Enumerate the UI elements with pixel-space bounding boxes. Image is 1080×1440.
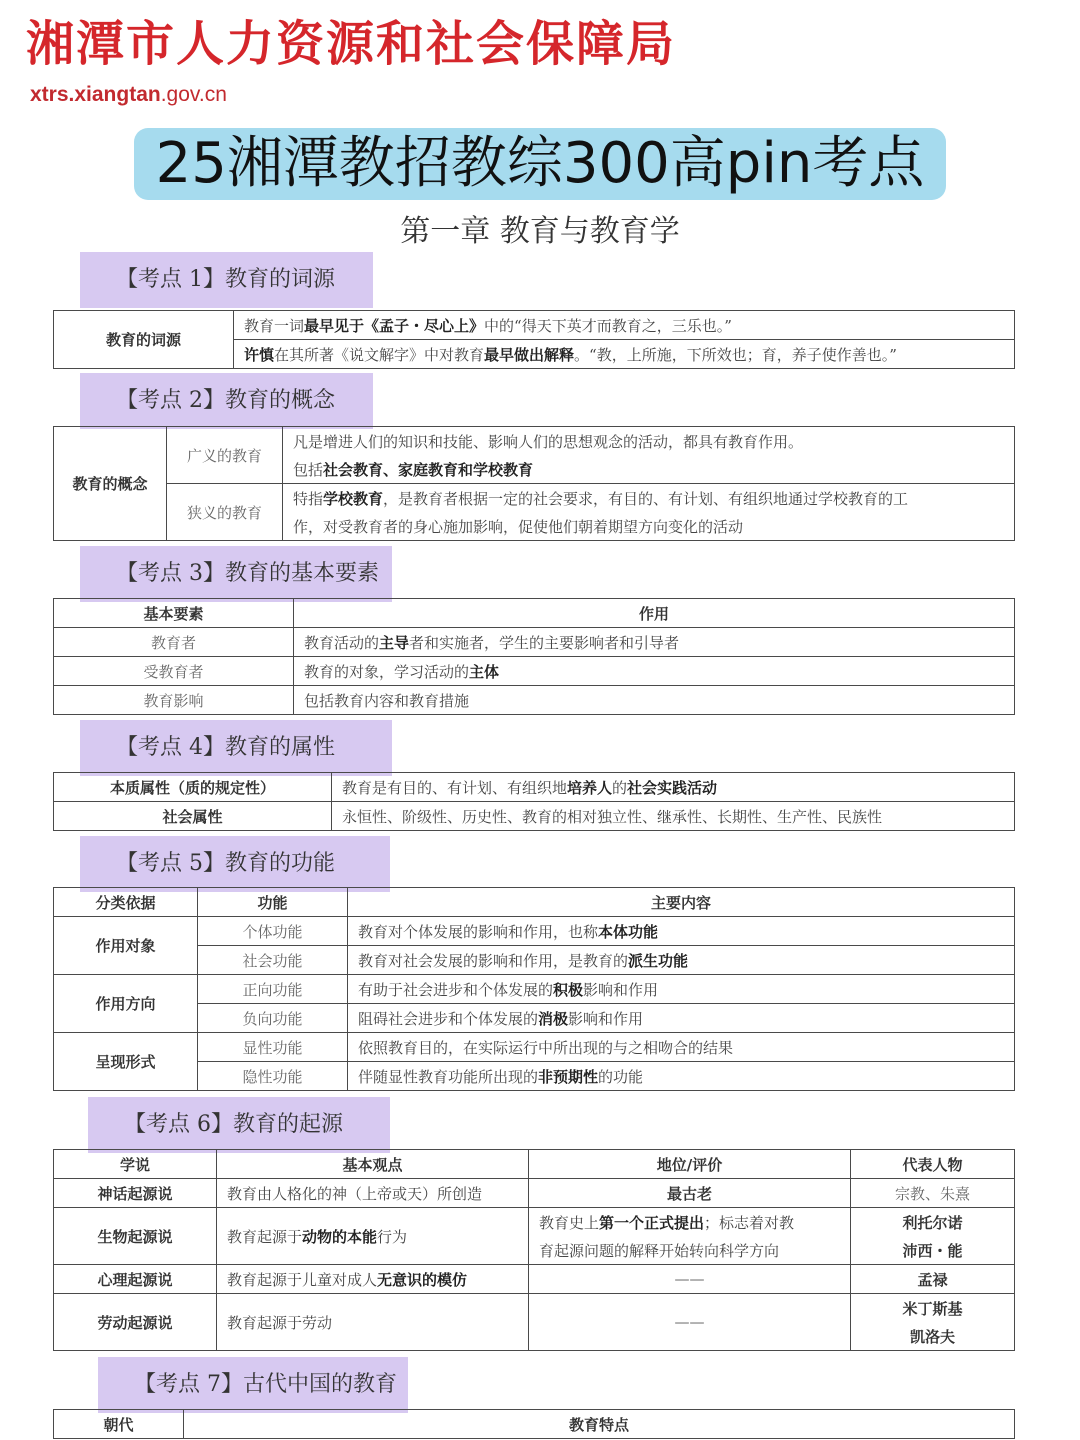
etymology-label: 教育的词源 [54,311,234,369]
origin-view-3: 教育起源于儿童对成人无意识的模仿 [217,1265,529,1294]
ancient-china-table [53,1409,1015,1439]
functions-group-2: 作用方向 [54,975,198,1033]
elements-value-3: 包括教育内容和教育措施 [294,686,1015,715]
origin-header-4: 代表人物 [851,1150,1015,1179]
attributes-key-1: 本质属性（质的规定性） [54,773,332,802]
functions-content-2: 教育对社会发展的影响和作用，是教育的派生功能 [348,946,1015,975]
section-heading-2: 【考点 2】教育的概念 [80,373,373,429]
elements-value-2: 教育的对象，学习活动的主体 [294,657,1015,686]
functions-name-4: 负向功能 [198,1004,348,1033]
elements-key-1: 教育者 [54,628,294,657]
concept-table [53,426,1015,541]
functions-content-4: 阻碍社会进步和个体发展的消极影响和作用 [348,1004,1015,1033]
section-heading-7: 【考点 7】古代中国的教育 [98,1357,408,1413]
origin-header-3: 地位/评价 [529,1150,851,1179]
functions-name-2: 社会功能 [198,946,348,975]
concept-broad-line-1: 凡是增进人们的知识和技能、影响人们的思想观念的活动，都具有教育作用。 [283,427,1015,456]
origin-eval-1: 最古老 [529,1179,851,1208]
concept-broad-line-2: 包括社会教育、家庭教育和学校教育 [283,455,1015,484]
origin-person-4b: 凯洛夫 [851,1322,1015,1351]
etymology-row-2: 许慎在其所著《说文解字》中对教育最早做出解释。“教，上所施，下所效也；育，养子使作善也。” [234,340,1015,369]
ancient-header-1: 朝代 [54,1410,184,1439]
functions-content-1: 教育对个体发展的影响和作用，也称本体功能 [348,917,1015,946]
page-title: 25湘潭教招教综300高pin考点 [134,128,946,200]
org-url-suffix: .gov.cn [160,83,227,106]
functions-header-2: 功能 [198,888,348,917]
elements-key-3: 教育影响 [54,686,294,715]
origin-eval-3: —— [529,1265,851,1294]
etymology-row-1: 教育一词最早见于《孟子・尽心上》中的“得天下英才而教育之，三乐也。” [234,311,1015,340]
origin-header-1: 学说 [54,1150,217,1179]
functions-name-1: 个体功能 [198,917,348,946]
elements-header-2: 作用 [294,599,1015,628]
section-heading-5: 【考点 5】教育的功能 [80,836,390,892]
elements-header-1: 基本要素 [54,599,294,628]
origin-theory-1: 神话起源说 [54,1179,217,1208]
concept-broad: 广义的教育 [167,427,283,484]
ancient-header-2: 教育特点 [184,1410,1015,1439]
functions-header-3: 主要内容 [348,888,1015,917]
functions-name-5: 显性功能 [198,1033,348,1062]
functions-header-1: 分类依据 [54,888,198,917]
elements-key-2: 受教育者 [54,657,294,686]
section-heading-1: 【考点 1】教育的词源 [80,252,373,308]
attributes-table [53,772,1015,831]
attributes-key-2: 社会属性 [54,802,332,831]
concept-narrow: 狭义的教育 [167,484,283,541]
etymology-table [53,310,1015,369]
org-url-domain: xtrs.xiangtan [30,83,161,106]
concept-narrow-line-1: 特指学校教育，是教育者根据一定的社会要求，有目的、有计划、有组织地通过学校教育的工 [283,484,1015,513]
functions-name-6: 隐性功能 [198,1062,348,1091]
functions-name-3: 正向功能 [198,975,348,1004]
origin-view-1: 教育由人格化的神（上帝或天）所创造 [217,1179,529,1208]
section-heading-3: 【考点 3】教育的基本要素 [80,546,392,602]
origin-theory-3: 心理起源说 [54,1265,217,1294]
elements-table [53,598,1015,715]
origin-person-2a: 利托尔诺 [851,1208,1015,1237]
origin-view-4: 教育起源于劳动 [217,1294,529,1351]
concept-label: 教育的概念 [54,427,167,541]
functions-content-3: 有助于社会进步和个体发展的积极影响和作用 [348,975,1015,1004]
section-heading-6: 【考点 6】教育的起源 [88,1097,390,1153]
origin-theory-2: 生物起源说 [54,1208,217,1265]
chapter-heading: 第一章 教育与教育学 [400,214,680,249]
origin-view-2: 教育起源于动物的本能行为 [217,1208,529,1265]
concept-narrow-line-2: 作，对受教育者的身心施加影响，促使他们朝着期望方向变化的活动 [283,512,1015,541]
functions-group-3: 呈现形式 [54,1033,198,1091]
origin-eval-4: —— [529,1294,851,1351]
origin-person-4a: 米丁斯基 [851,1294,1015,1323]
origin-eval-2-line-1: 教育史上第一个正式提出；标志着对教 [529,1208,851,1237]
functions-table [53,887,1015,1091]
attributes-value-1: 教育是有目的、有计划、有组织地培养人的社会实践活动 [332,773,1015,802]
origin-theory-4: 劳动起源说 [54,1294,217,1351]
section-heading-4: 【考点 4】教育的属性 [80,720,392,776]
origin-header-2: 基本观点 [217,1150,529,1179]
origin-person-2b: 沛西・能 [851,1236,1015,1265]
functions-content-5: 依照教育目的，在实际运行中所出现的与之相吻合的结果 [348,1033,1015,1062]
origin-person-1: 宗教、朱熹 [851,1179,1015,1208]
elements-value-1: 教育活动的主导者和实施者，学生的主要影响者和引导者 [294,628,1015,657]
functions-group-1: 作用对象 [54,917,198,975]
attributes-value-2: 永恒性、阶级性、历史性、教育的相对独立性、继承性、长期性、生产性、民族性 [332,802,1015,831]
origin-table [53,1149,1015,1351]
origin-person-3: 孟禄 [851,1265,1015,1294]
functions-content-6: 伴随显性教育功能所出现的非预期性的功能 [348,1062,1015,1091]
org-url [30,82,227,108]
origin-eval-2-line-2: 育起源问题的解释开始转向科学方向 [529,1236,851,1265]
org-name: 湘潭市人力资源和社会保障局 [26,16,677,72]
